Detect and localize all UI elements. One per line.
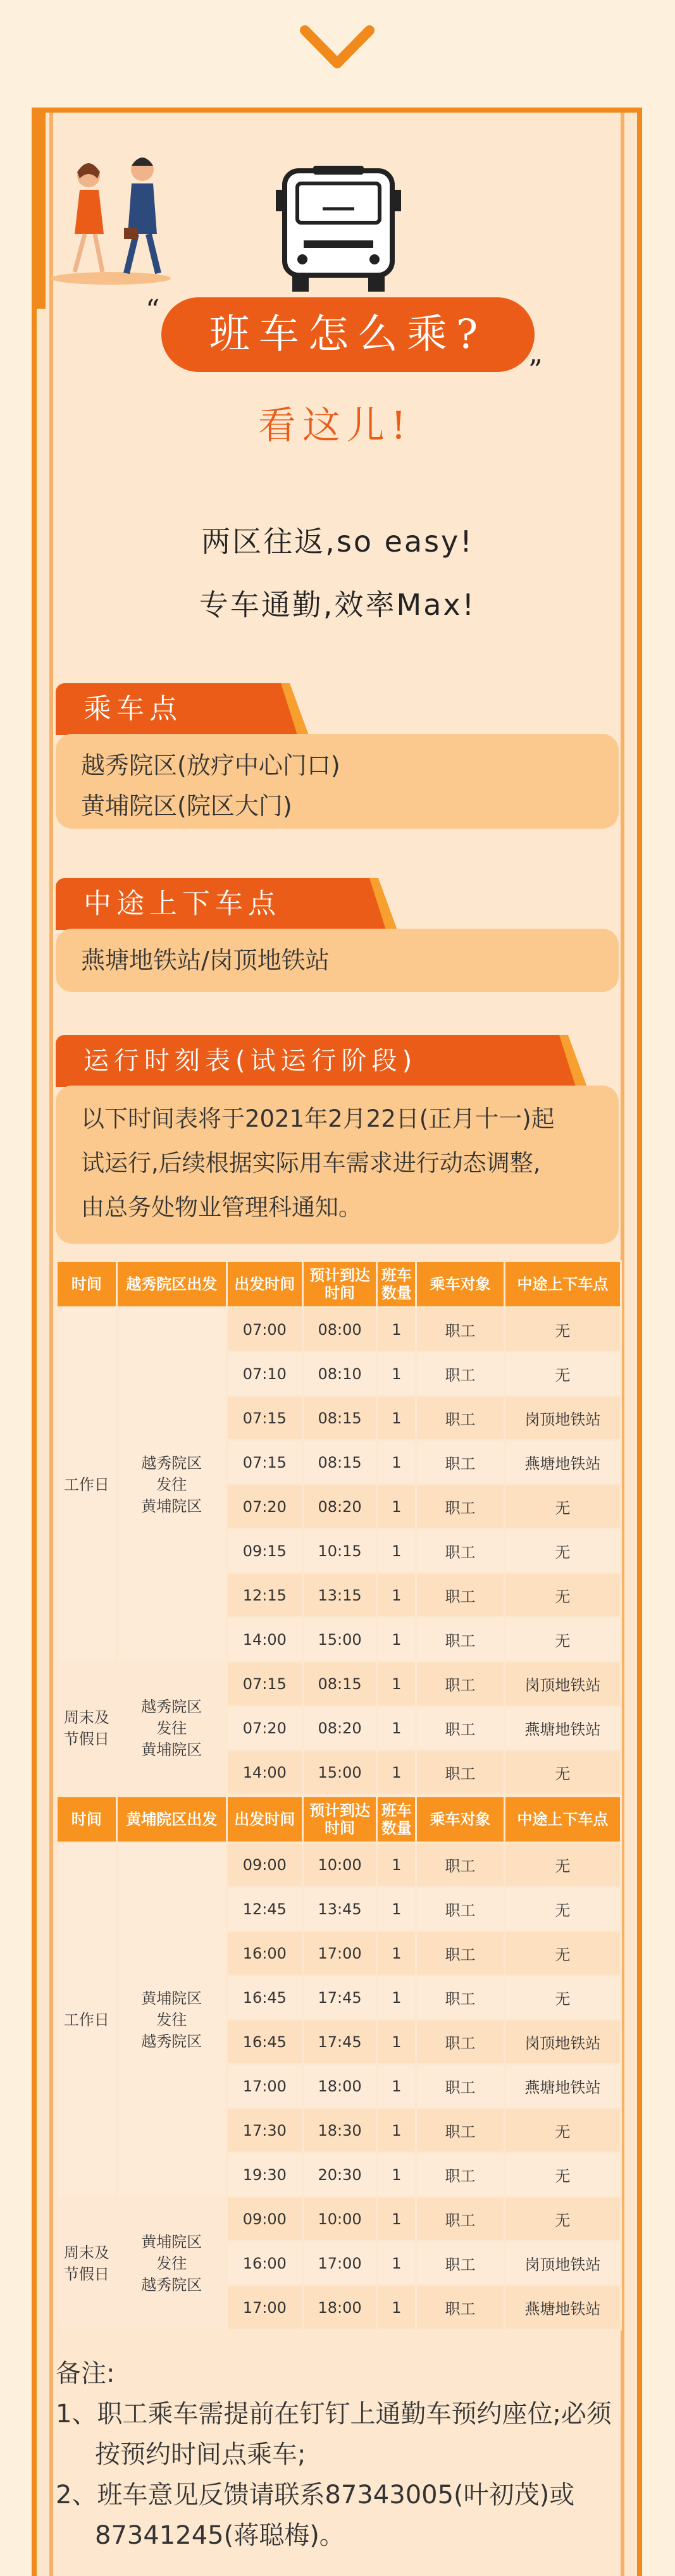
section-title-timetable: 运行时刻表(试运行阶段) bbox=[56, 1035, 543, 1087]
stop-cell: 无 bbox=[504, 1931, 621, 1976]
tab-tail-decoration bbox=[543, 1035, 587, 1087]
table-row bbox=[57, 1308, 621, 1352]
depart-time-cell: 12:15 bbox=[226, 1573, 302, 1618]
rider-cell: 职工 bbox=[416, 1706, 504, 1750]
arrive-time-cell: 13:15 bbox=[302, 1573, 377, 1618]
bus-count-cell: 1 bbox=[377, 2108, 416, 2153]
rider-cell: 职工 bbox=[416, 2241, 504, 2286]
timetable-intro-box bbox=[56, 1086, 619, 1244]
depart-time-cell: 12:45 bbox=[226, 1887, 302, 1931]
stop-cell: 岗顶地铁站 bbox=[504, 2020, 621, 2064]
stop-cell: 无 bbox=[504, 2153, 621, 2197]
rider-cell: 职工 bbox=[416, 2197, 504, 2241]
rider-cell: 职工 bbox=[416, 1485, 504, 1529]
bus-count-cell: 1 bbox=[377, 2286, 416, 2330]
arrive-time-cell: 08:20 bbox=[302, 1485, 377, 1529]
page-title: 班车怎么乘? bbox=[209, 311, 487, 358]
table-row bbox=[57, 2197, 621, 2241]
table-row bbox=[57, 1843, 621, 1887]
stop-cell: 无 bbox=[504, 1529, 621, 1573]
arrive-time-cell: 08:15 bbox=[302, 1440, 377, 1485]
schedule-table-huangpu bbox=[56, 1795, 622, 2331]
table-row bbox=[57, 1662, 621, 1706]
header-cell: 中途上下车点 bbox=[504, 1261, 621, 1308]
svg-text:”: ” bbox=[528, 354, 543, 387]
bus-count-cell: 1 bbox=[377, 1618, 416, 1662]
stop-cell: 燕塘地铁站 bbox=[504, 2064, 621, 2108]
stop-cell: 无 bbox=[504, 1618, 621, 1662]
period-cell: 工作日 bbox=[57, 1308, 117, 1662]
stop-cell: 岗顶地铁站 bbox=[504, 2241, 621, 2286]
stop-cell: 无 bbox=[504, 1887, 621, 1931]
bus-count-cell: 1 bbox=[377, 1843, 416, 1887]
arrive-time-cell: 17:00 bbox=[302, 2241, 377, 2286]
stop-cell: 无 bbox=[504, 1308, 621, 1352]
rider-cell: 职工 bbox=[416, 1750, 504, 1795]
timetable-intro-line-2: 试运行,后续根据实际用车需求进行动态调整, bbox=[81, 1149, 541, 1177]
arrive-time-cell: 08:00 bbox=[302, 1308, 377, 1352]
bus-count-cell: 1 bbox=[377, 1485, 416, 1529]
rider-cell: 职工 bbox=[416, 1662, 504, 1706]
header-illustration bbox=[0, 0, 675, 455]
rider-cell: 职工 bbox=[416, 1931, 504, 1976]
bus-count-cell: 1 bbox=[377, 2153, 416, 2197]
timetable-intro-line-1: 以下时间表将于2021年2月22日(正月十一)起 bbox=[81, 1105, 555, 1132]
stop-cell: 无 bbox=[504, 2108, 621, 2153]
depart-time-cell: 14:00 bbox=[226, 1750, 302, 1795]
table-header-row bbox=[57, 1797, 621, 1843]
depart-time-cell: 17:00 bbox=[226, 2286, 302, 2330]
note-item: 1、职工乘车需提前在钉钉上通勤车预约座位;必须按预约时间点乘车; bbox=[56, 2400, 612, 2469]
arrive-time-cell: 20:30 bbox=[302, 2153, 377, 2197]
bus-count-cell: 1 bbox=[377, 2241, 416, 2286]
route-cell: 黄埔院区 发往 越秀院区 bbox=[116, 1843, 226, 2197]
table-header-row bbox=[57, 1261, 621, 1308]
bus-count-cell: 1 bbox=[377, 1529, 416, 1573]
bus-count-cell: 1 bbox=[377, 1750, 416, 1795]
arrive-time-cell: 18:00 bbox=[302, 2286, 377, 2330]
depart-time-cell: 07:15 bbox=[226, 1662, 302, 1706]
rider-cell: 职工 bbox=[416, 1573, 504, 1618]
route-cell: 越秀院区 发往 黄埔院区 bbox=[116, 1662, 226, 1795]
arrive-time-cell: 10:00 bbox=[302, 1843, 377, 1887]
boarding-box bbox=[56, 734, 619, 829]
bus-count-cell: 1 bbox=[377, 1352, 416, 1396]
bus-count-cell: 1 bbox=[377, 1662, 416, 1706]
depart-time-cell: 16:45 bbox=[226, 2020, 302, 2064]
depart-time-cell: 09:15 bbox=[226, 1529, 302, 1573]
tab-tail-decoration bbox=[264, 683, 309, 735]
stop-cell: 无 bbox=[504, 1573, 621, 1618]
section-title-boarding: 乘车点 bbox=[56, 683, 264, 735]
arrive-time-cell: 18:30 bbox=[302, 2108, 377, 2153]
rider-cell: 职工 bbox=[416, 2286, 504, 2330]
bus-count-cell: 1 bbox=[377, 1887, 416, 1931]
walking-people-icon bbox=[51, 158, 171, 285]
bus-count-cell: 1 bbox=[377, 2020, 416, 2064]
arrive-time-cell: 13:45 bbox=[302, 1887, 377, 1931]
bus-count-cell: 1 bbox=[377, 1706, 416, 1750]
rider-cell: 职工 bbox=[416, 2153, 504, 2197]
rider-cell: 职工 bbox=[416, 2020, 504, 2064]
period-cell: 工作日 bbox=[57, 1843, 117, 2197]
bus-count-cell: 1 bbox=[377, 1573, 416, 1618]
header-cell: 黄埔院区出发 bbox=[116, 1797, 226, 1843]
bus-count-cell: 1 bbox=[377, 2197, 416, 2241]
stop-cell: 岗顶地铁站 bbox=[504, 1396, 621, 1440]
header-cell: 出发时间 bbox=[226, 1797, 302, 1843]
header-cell: 预计到达时间 bbox=[302, 1261, 377, 1308]
rider-cell: 职工 bbox=[416, 1887, 504, 1931]
timetable-intro-line-3: 由总务处物业管理科通知。 bbox=[81, 1194, 362, 1221]
bus-count-cell: 1 bbox=[377, 2064, 416, 2108]
depart-time-cell: 16:00 bbox=[226, 2241, 302, 2286]
stop-cell: 无 bbox=[504, 2197, 621, 2241]
rider-cell: 职工 bbox=[416, 2064, 504, 2108]
depart-time-cell: 16:00 bbox=[226, 1931, 302, 1976]
bus-icon bbox=[276, 166, 401, 292]
header-cell: 乘车对象 bbox=[416, 1261, 504, 1308]
schedule-table-yuexiu bbox=[56, 1260, 622, 1795]
depart-time-cell: 19:30 bbox=[226, 2153, 302, 2197]
stop-cell: 燕塘地铁站 bbox=[504, 2286, 621, 2330]
stop-cell: 无 bbox=[504, 1352, 621, 1396]
header-cell: 越秀院区出发 bbox=[116, 1261, 226, 1308]
slogan-line-2: 专车通勤,效率Max! bbox=[199, 588, 476, 622]
rider-cell: 职工 bbox=[416, 1396, 504, 1440]
section-title-midway: 中途上下车点 bbox=[56, 878, 353, 930]
stop-cell: 无 bbox=[504, 1750, 621, 1795]
header-cell: 乘车对象 bbox=[416, 1797, 504, 1843]
bus-count-cell: 1 bbox=[377, 1440, 416, 1485]
header-cell: 预计到达时间 bbox=[302, 1797, 377, 1843]
arrive-time-cell: 08:15 bbox=[302, 1662, 377, 1706]
arrive-time-cell: 08:10 bbox=[302, 1352, 377, 1396]
bus-count-cell: 1 bbox=[377, 1308, 416, 1352]
stop-cell: 岗顶地铁站 bbox=[504, 1662, 621, 1706]
rider-cell: 职工 bbox=[416, 1529, 504, 1573]
depart-time-cell: 07:00 bbox=[226, 1308, 302, 1352]
depart-time-cell: 16:45 bbox=[226, 1976, 302, 2020]
arrive-time-cell: 10:15 bbox=[302, 1529, 377, 1573]
arrive-time-cell: 08:20 bbox=[302, 1706, 377, 1750]
header-cell: 时间 bbox=[57, 1797, 117, 1843]
rider-cell: 职工 bbox=[416, 1308, 504, 1352]
depart-time-cell: 07:20 bbox=[226, 1485, 302, 1529]
slogan-line-1: 两区往返,so easy! bbox=[201, 524, 474, 559]
arrive-time-cell: 15:00 bbox=[302, 1750, 377, 1795]
depart-time-cell: 09:00 bbox=[226, 1843, 302, 1887]
route-cell: 越秀院区 发往 黄埔院区 bbox=[116, 1308, 226, 1662]
depart-time-cell: 14:00 bbox=[226, 1618, 302, 1662]
header-cell: 中途上下车点 bbox=[504, 1797, 621, 1843]
depart-time-cell: 07:20 bbox=[226, 1706, 302, 1750]
bus-count-cell: 1 bbox=[377, 1976, 416, 2020]
boarding-line-1: 越秀院区(放疗中心门口) bbox=[81, 752, 340, 779]
stop-cell: 无 bbox=[504, 1843, 621, 1887]
midway-box bbox=[56, 929, 619, 992]
notes-title: 备注: bbox=[56, 2359, 115, 2388]
rider-cell: 职工 bbox=[416, 1440, 504, 1485]
note-item: 2、班车意见反馈请联系87343005(叶初茂)或87341245(蒋聪梅)。 bbox=[56, 2480, 575, 2550]
depart-time-cell: 17:30 bbox=[226, 2108, 302, 2153]
rider-cell: 职工 bbox=[416, 2108, 504, 2153]
depart-time-cell: 07:15 bbox=[226, 1440, 302, 1485]
rider-cell: 职工 bbox=[416, 1352, 504, 1396]
header-cell: 班车数量 bbox=[377, 1261, 416, 1308]
arrive-time-cell: 18:00 bbox=[302, 2064, 377, 2108]
svg-text:“: “ bbox=[146, 294, 160, 326]
arrive-time-cell: 08:15 bbox=[302, 1396, 377, 1440]
rider-cell: 职工 bbox=[416, 1976, 504, 2020]
bus-count-cell: 1 bbox=[377, 1396, 416, 1440]
header-cell: 班车数量 bbox=[377, 1797, 416, 1843]
notes-section bbox=[56, 2353, 625, 2556]
route-cell: 黄埔院区 发往 越秀院区 bbox=[116, 2197, 226, 2330]
arrive-time-cell: 10:00 bbox=[302, 2197, 377, 2241]
period-cell: 周末及 节假日 bbox=[57, 1662, 117, 1795]
boarding-line-2: 黄埔院区(院区大门) bbox=[81, 792, 292, 820]
rider-cell: 职工 bbox=[416, 1843, 504, 1887]
stop-cell: 无 bbox=[504, 1976, 621, 2020]
arrive-time-cell: 17:45 bbox=[302, 2020, 377, 2064]
arrive-time-cell: 17:00 bbox=[302, 1931, 377, 1976]
header-cell: 时间 bbox=[57, 1261, 117, 1308]
bus-count-cell: 1 bbox=[377, 1931, 416, 1976]
rider-cell: 职工 bbox=[416, 1618, 504, 1662]
arrive-time-cell: 17:45 bbox=[302, 1976, 377, 2020]
stop-cell: 燕塘地铁站 bbox=[504, 1440, 621, 1485]
midway-line-1: 燕塘地铁站/岗顶地铁站 bbox=[81, 946, 330, 974]
depart-time-cell: 09:00 bbox=[226, 2197, 302, 2241]
stop-cell: 无 bbox=[504, 1485, 621, 1529]
depart-time-cell: 07:15 bbox=[226, 1396, 302, 1440]
depart-time-cell: 17:00 bbox=[226, 2064, 302, 2108]
arrive-time-cell: 15:00 bbox=[302, 1618, 377, 1662]
tab-tail-decoration bbox=[353, 878, 397, 930]
header-cell: 出发时间 bbox=[226, 1261, 302, 1308]
period-cell: 周末及 节假日 bbox=[57, 2197, 117, 2330]
depart-time-cell: 07:10 bbox=[226, 1352, 302, 1396]
stop-cell: 燕塘地铁站 bbox=[504, 1706, 621, 1750]
page-subtitle: 看这儿! bbox=[257, 404, 413, 448]
